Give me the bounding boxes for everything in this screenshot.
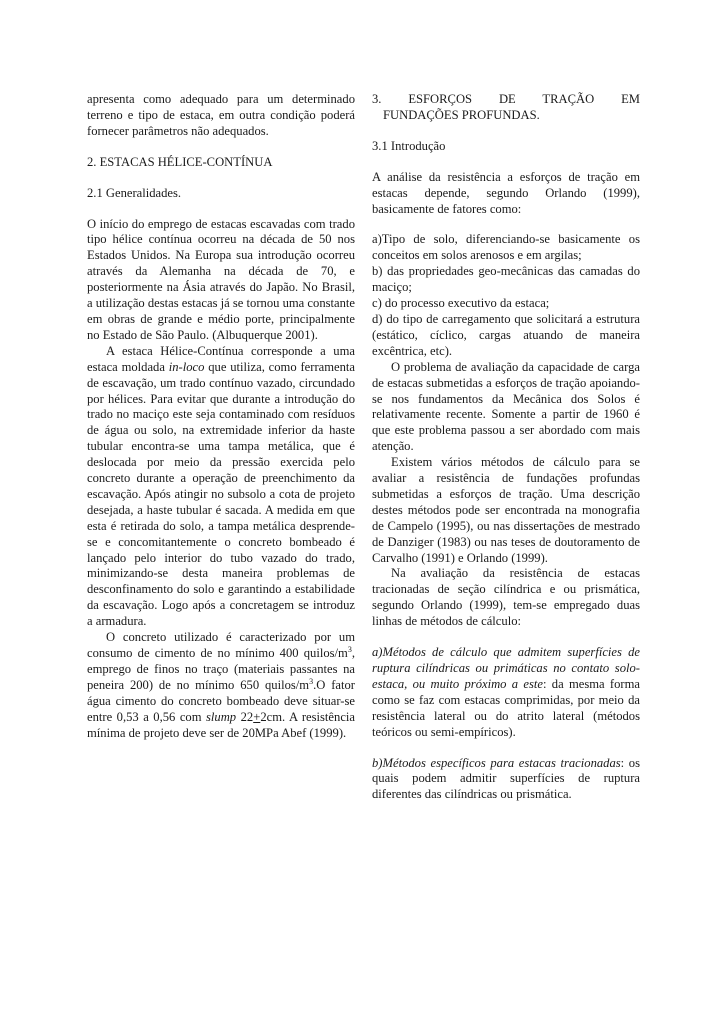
paragraph-concrete	[87, 630, 355, 741]
paragraph-history: O início do emprego de estacas escavadas com trado tipo hélice contínua ocorreu na década de 50 nos Estados Unidos. Na Europa sua introdução ocorreu através da Alemanha na década de 70, e posteriormente na Ásia através do Japão. No Brasil, a utilização destas estacas já se tornou uma constante em obras de grande e médio porte, principalmente no Estado de São Paulo. (Albuquerque 2001).	[87, 216, 355, 342]
text-run: .O fator água cimento do concreto bombeado deve situar-se entre 0,53 a 0,56 com	[87, 677, 355, 724]
list-item-a: a)Tipo de solo, diferenciando-se basicamente os conceitos em solos arenosos e em argilas;	[372, 232, 640, 263]
paragraph-intro-continuation: apresenta como adequado para um determinado terreno e tipo de estaca, em outra condição poderá fornecer parâmetros não adequados.	[87, 92, 355, 138]
list-item-b: b) das propriedades geo-mecânicas das camadas do maciço;	[372, 264, 640, 295]
section-heading-3-line2: FUNDAÇÕES PROFUNDAS.	[383, 107, 540, 122]
italic-term-slump: slump	[206, 709, 237, 724]
text-run: : os quais podem admitir superfícies de ruptura diferentes das cilíndricas ou prismática.	[372, 755, 640, 802]
paragraph-description	[87, 344, 355, 630]
italic-term-in-loco: in-loco	[168, 359, 205, 374]
text-run: A estaca Hélice-Contínua corresponde a uma estaca moldada	[87, 343, 355, 374]
list-item-d: d) do tipo de carregamento que solicitará a estrutura (estático, cíclico, cargas atuando de maneira excêntrica, etc).	[372, 311, 640, 358]
section-heading-2: 2. ESTACAS HÉLICE-CONTÍNUA	[87, 154, 273, 169]
paragraph-problem: O problema de avaliação da capacidade de carga de estacas submetidas a esforços de tração apoiando-se nos fundamentos da Mecânica dos Solos é relativamente recente. Somente a partir de 1960 é que este problema passou a ser abordado com mais atenção.	[372, 359, 640, 454]
right-column	[372, 92, 640, 803]
subsection-heading-3-1: 3.1 Introdução	[372, 138, 446, 153]
method-a-title: a)Métodos de cálculo que admitem superfícies de ruptura cilíndricas ou primáticas no contato solo-estaca, ou muito próximo a este	[372, 645, 640, 691]
superscript: 3	[347, 644, 352, 654]
text-run: O concreto utilizado é caracterizado por um consumo de cimento de no mínimo 400 quilos/m	[87, 630, 355, 660]
section-heading-3-line1: 3. ESFORÇOS DE TRAÇÃO EM	[372, 92, 640, 106]
paragraph-evaluation: Na avaliação da resistência de estacas tracionadas de seção cilíndrica e ou prismática, segundo Orlando (1999), tem-se empregado duas linhas de métodos de cálculo:	[372, 566, 640, 629]
plus-minus-sign: +	[253, 709, 261, 724]
text-run: 22	[236, 709, 254, 724]
left-column	[87, 92, 355, 741]
text-run: , emprego de finos no traço (materiais passantes na peneira 200) de no mínimo 650 quilos/m	[87, 646, 355, 692]
text-run: que utiliza, como ferramenta de escavação, um trado contínuo vazado, circundado por hélices. Para evitar que durante a introdução do trado no maciço este seja contaminado com resíduos de água ou solo, na extremidade inferior da haste tubular encontra-se uma tampa metálica, que é deslocada por meio da pressão exercida pelo concreto durante a operação de preenchimento da escavação. Após atingir no subsolo a cota de projeto desejada, a haste tubular é sacada. A medida em que esta é retirada do solo, a tampa metálica desprende-se e concomitantemente o concreto bombeado é lançado pelo interior do tubo vazado do trado, minimizando-se desta maneira problemas de desconfinamento do solo e garantindo a estabilidade da escavação. Logo após a concretagem se introduz a armadura.	[87, 359, 355, 629]
list-item-c: c) do processo executivo da estaca;	[372, 296, 550, 311]
method-a-paragraph	[372, 645, 640, 740]
superscript: 3	[309, 676, 314, 686]
method-b-title: b)Métodos específicos para estacas tracionadas	[372, 755, 621, 770]
paragraph-analysis: A análise da resistência a esforços de tração em estacas depende, segundo Orlando (1999), basicamente de fatores como:	[372, 169, 640, 216]
method-b-paragraph	[372, 756, 640, 804]
text-run: 2cm. A resistência mínima de projeto deve ser de 20MPa Abef (1999).	[87, 709, 355, 740]
subsection-heading-2-1: 2.1 Generalidades.	[87, 185, 182, 200]
text-run: : da mesma forma como se faz com estacas comprimidas, por meio da resistência lateral ou do atrito lateral (métodos teóricos ou semi-empíricos).	[372, 676, 640, 739]
paragraph-methods: Existem vários métodos de cálculo para se avaliar a resistência de fundações profundas submetidas a esforços de tração. Uma descrição destes métodos pode ser encontrada na monografia de Campelo (1995), ou nas dissertações de mestrado de Danziger (1983) ou nas teses de doutoramento de Carvalho (1991) e Orlando (1999).	[372, 455, 640, 565]
